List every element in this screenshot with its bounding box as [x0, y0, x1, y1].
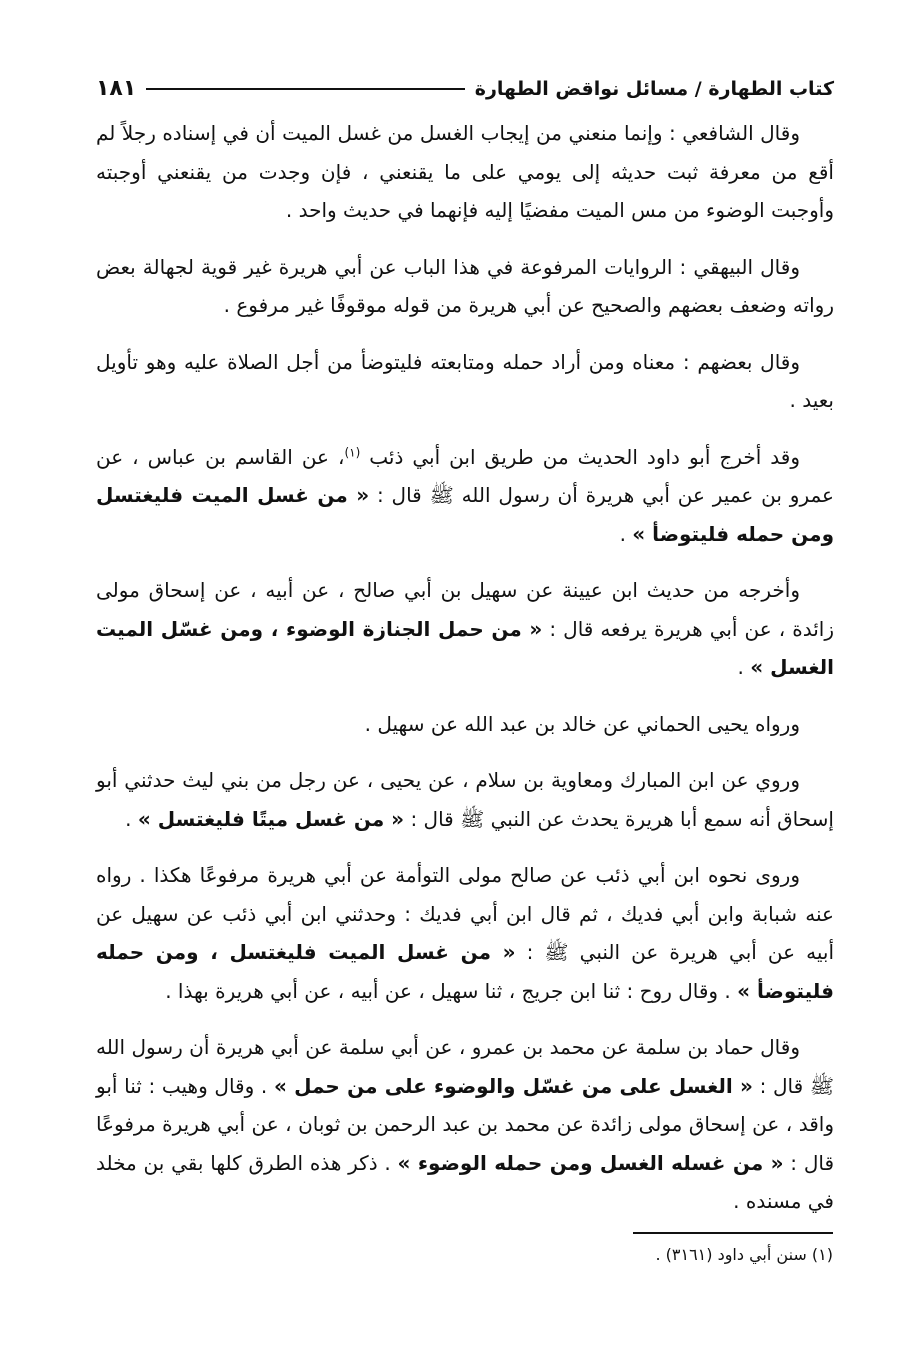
paragraph-text: وقال البيهقي : الروايات المرفوعة في هذا الباب عن أبي هريرة غير قوية لجهالة بعض رواته وضعف بعضهم والصحيح عن أبي هريرة من قوله موقوفًا غير مرفوع . [96, 254, 834, 317]
paragraph-text: ، عن القاسم بن عباس ، عن عمرو بن عمير عن أبي هريرة أن رسول الله ﷺ قال : [96, 444, 834, 507]
paragraph [96, 248, 834, 325]
paragraph [96, 1028, 834, 1221]
paragraph-text: . ذكر هذه الطرق كلها بقي بن مخلد في مسنده . [96, 1150, 834, 1213]
footnote: (١) سنن أبي داود (٣١٦١) . [655, 1245, 833, 1264]
paragraph [96, 571, 834, 687]
running-header [96, 72, 834, 106]
paragraph-text: وروى نحوه ابن أبي ذئب عن صالح مولى التوأمة عن أبي هريرة مرفوعًا هكذا . رواه عنه شبابة وابن أبي فديك ، ثم قال ابن أبي فديك : وحدثني ابن أبي ذئب عن سهيل عن أبيه عن أبي هريرة عن النبي ﷺ : [96, 863, 834, 964]
hadith-quote: « من غسل الميت فليغتسل ، ومن حمله فليتوضأ » [96, 940, 834, 1003]
paragraph-text: وقد أخرج أبو داود الحديث من طريق ابن أبي ذئب [360, 444, 800, 469]
paragraph [96, 856, 834, 1010]
hadith-quote: « من غسل الميت فليغتسل ومن حمله فليتوضأ » [96, 483, 834, 546]
paragraph-text: وقال حماد بن سلمة عن محمد بن عمرو ، عن أبي سلمة عن أبي هريرة أن رسول الله ﷺ قال : [96, 1035, 834, 1098]
paragraph [96, 761, 834, 838]
paragraph-text: . وقال روح : ثنا ابن جريج ، ثنا سهيل ، عن أبيه ، عن أبي هريرة بهذا . [165, 978, 738, 1003]
paragraph [96, 705, 834, 744]
hadith-quote: « من غسله الغسل ومن حمله الوضوء » [397, 1150, 784, 1175]
paragraph-text: وقال بعضهم : معناه ومن أراد حمله ومتابعته فليتوضأ من أجل الصلاة عليه وهو تأويل بعيد . [96, 349, 834, 412]
hadith-quote: « الغسل على من غسّل والوضوء على من حمل » [273, 1073, 753, 1098]
hadith-quote: « من غسل ميتًا فليغتسل » [137, 806, 405, 831]
body-text [96, 114, 834, 1239]
footnote-marker: (١) [344, 444, 361, 459]
running-title: كتاب الطهارة / مسائل نواقض الطهارة [474, 78, 834, 100]
paragraph-text: . [619, 521, 633, 546]
hadith-quote: « من حمل الجنازة الوضوء ، ومن غسّل الميت الغسل » [96, 616, 834, 679]
paragraph [96, 343, 834, 420]
header-rule [146, 88, 464, 90]
paragraph-text: وقال الشافعي : وإنما منعني من إيجاب الغسل من غسل الميت أن في إسناده رجلاً لم أقع من معرفة ثبت حديثه إلى يومي على ما يقنعني ، فإن وجدت من يقنعني أوجبته وأوجبت الوضوء من مس الميت مفضيًا إليه فإنهما في حديث واحد . [96, 121, 834, 222]
paragraph-text: . [737, 655, 751, 679]
paragraph-text: ورواه يحيى الحماني عن خالد بن عبد الله عن سهيل . [364, 711, 800, 736]
paragraph [96, 438, 834, 554]
paragraph [96, 114, 834, 230]
page-number: ١٨١ [96, 76, 137, 101]
paragraph-text: وأخرجه من حديث ابن عيينة عن سهيل بن أبي صالح ، عن أبيه ، عن إسحاق مولى زائدة ، عن أبي هريرة يرفعه قال : [96, 578, 834, 641]
paragraph-text: . وقال وهيب : ثنا أبو واقد ، عن إسحاق مولى زائدة عن محمد بن عبد الرحمن بن ثوبان ، عن أبي هريرة مرفوعًا قال : [96, 1073, 835, 1175]
paragraph-text: وروي عن ابن المبارك ومعاوية بن سلام ، عن يحيى ، عن رجل من بني ليث حدثني أبو إسحاق أنه سمع أبا هريرة يحدث عن النبي ﷺ قال : [96, 768, 834, 831]
paragraph-text: . [125, 806, 138, 831]
footnote-rule [633, 1232, 833, 1234]
